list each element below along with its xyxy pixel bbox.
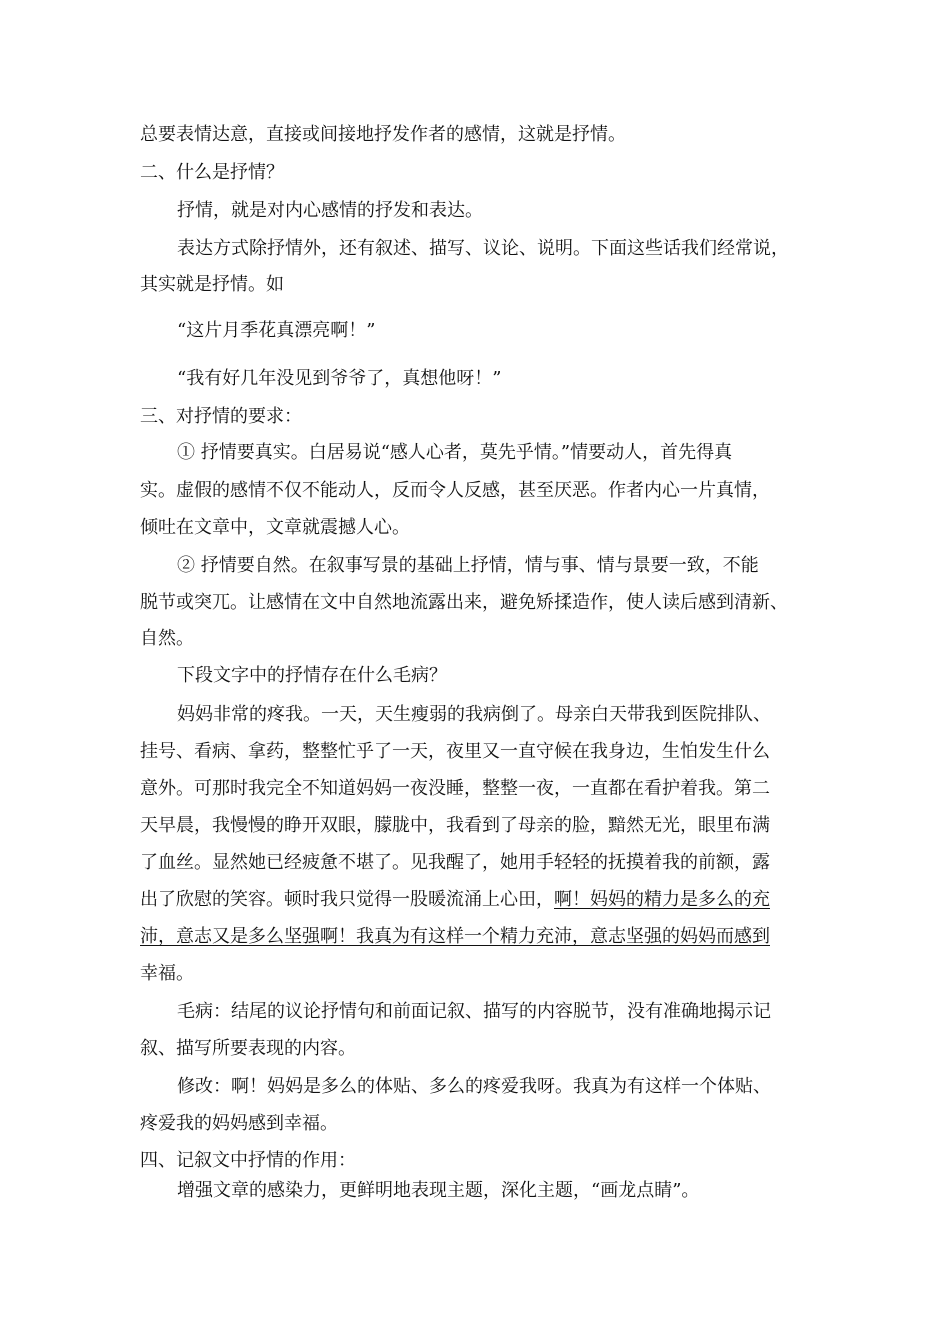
fix-line: 修改：啊！妈妈是多么的体贴、多么的疼爱我呀。我真为有这样一个体贴、 (177, 1076, 771, 1097)
passage-line: 意外。可那时我完全不知道妈妈一夜没睡，整整一夜，一直都在看护着我。第二 (140, 778, 770, 799)
fix-line: 疼爱我的妈妈感到幸福。 (140, 1113, 338, 1134)
passage-line: 了血丝。显然她已经疲惫不堪了。见我醒了，她用手轻轻的抚摸着我的前额，露 (140, 852, 770, 873)
example-quote: “我有好几年没见到爷爷了，真想他呀！” (177, 368, 502, 389)
passage-line: 挂号、看病、拿药，整整忙乎了一天，夜里又一直守候在我身边，生怕发生什么 (140, 741, 770, 762)
section-2-heading: 二、什么是抒情？ (140, 162, 284, 183)
underlined-sentence: 沛，意志又是多么坚强啊！我真为有这样一个精力充沛，意志坚强的妈妈而感到 (140, 926, 770, 947)
underlined-sentence: 啊！妈妈的精力是多么的充 (554, 889, 770, 910)
methods-paragraph-line: 其实就是抒情。如 (140, 274, 284, 295)
requirement-1-line: ① 抒情要真实。白居易说“感人心者，莫先乎情。”情要动人，首先得真 (177, 442, 733, 463)
requirement-2-line: 脱节或突兀。让感情在文中自然地流露出来，避免矫揉造作，使人读后感到清新、 (140, 592, 788, 613)
requirement-1-line: 实。虚假的感情不仅不能动人，反而令人反感，甚至厌恶。作者内心一片真情， (140, 480, 770, 501)
passage-line (140, 889, 770, 911)
section-3-heading: 三、对抒情的要求： (140, 406, 302, 427)
requirement-2-line: ② 抒情要自然。在叙事写景的基础上抒情，情与事、情与景要一致，不能 (177, 555, 759, 576)
section-4-heading: 四、记叙文中抒情的作用： (140, 1150, 356, 1171)
passage-plain-text: 出了欣慰的笑容。顿时我只觉得一股暖流涌上心田， (140, 889, 554, 910)
requirement-1-line: 倾吐在文章中，文章就震撼人心。 (140, 517, 410, 538)
methods-paragraph-line: 表达方式除抒情外，还有叙述、描写、议论、说明。下面这些话我们经常说， (177, 238, 789, 259)
function-line: 增强文章的感染力，更鲜明地表现主题，深化主题，“画龙点睛”。 (177, 1180, 700, 1201)
question-line: 下段文字中的抒情存在什么毛病？ (177, 665, 447, 686)
passage-line: 幸福。 (140, 963, 194, 984)
flaw-line: 毛病：结尾的议论抒情句和前面记叙、描写的内容脱节，没有准确地揭示记 (177, 1001, 771, 1022)
passage-line: 妈妈非常的疼我。一天，天生瘦弱的我病倒了。母亲白天带我到医院排队、 (177, 704, 771, 725)
flaw-line: 叙、描写所要表现的内容。 (140, 1038, 356, 1059)
intro-line: 总要表情达意，直接或间接地抒发作者的感情，这就是抒情。 (140, 124, 626, 145)
example-quote: “这片月季花真漂亮啊！” (177, 320, 376, 341)
requirement-2-line: 自然。 (140, 628, 194, 649)
passage-line: 天早晨，我慢慢的睁开双眼，朦胧中，我看到了母亲的脸，黯然无光，眼里布满 (140, 815, 770, 836)
definition-paragraph: 抒情，就是对内心感情的抒发和表达。 (177, 200, 483, 221)
